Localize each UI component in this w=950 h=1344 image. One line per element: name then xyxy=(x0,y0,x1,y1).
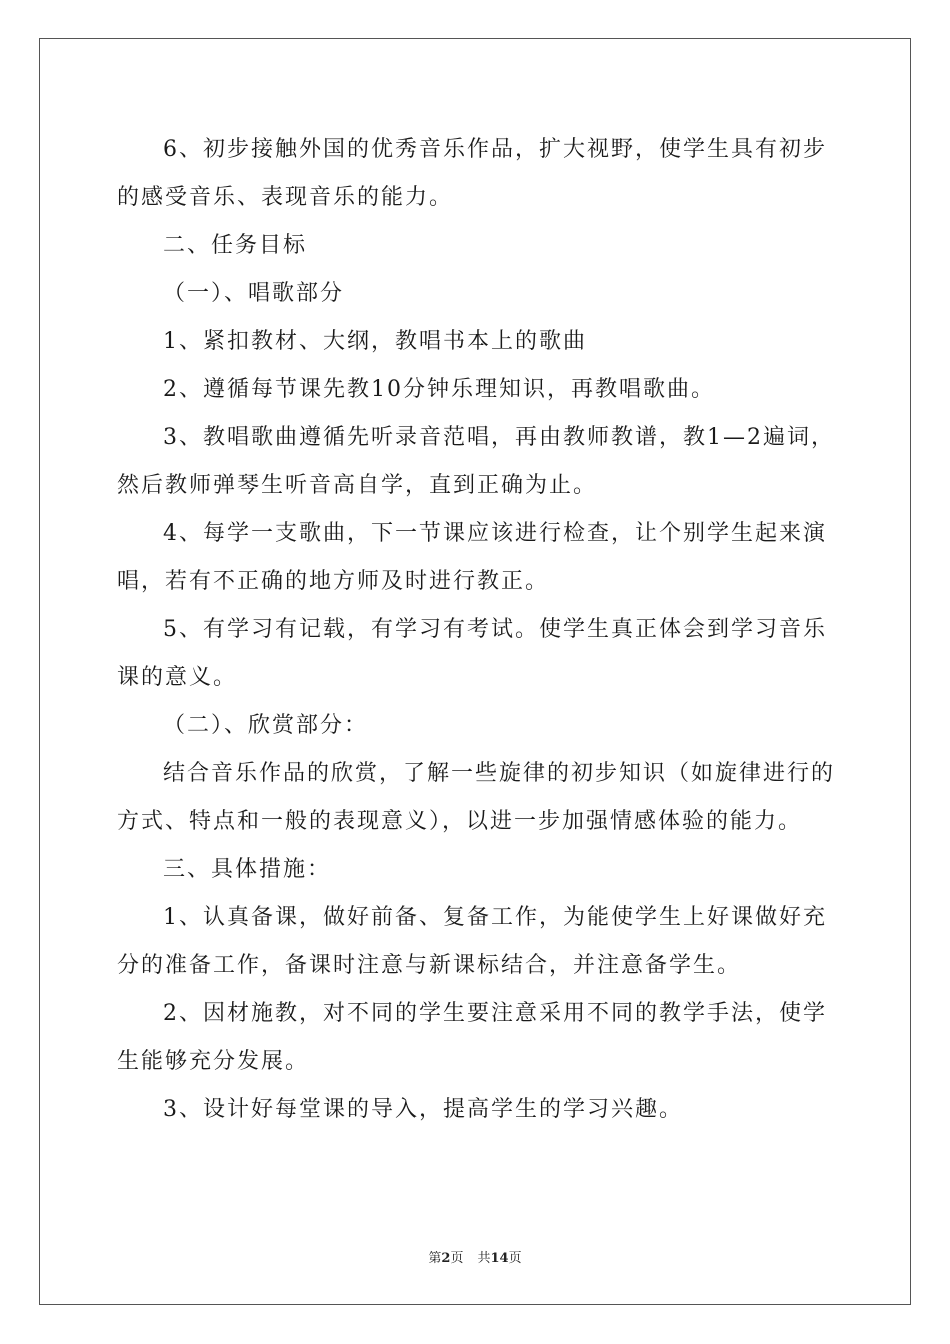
section-heading-measures: 三、具体措施： xyxy=(163,857,332,882)
paragraph-measures-3: 3、设计好每堂课的导入，提高学生的学习兴趣。 xyxy=(163,1097,683,1122)
subsection-heading-appreciation: （二）、欣赏部分： xyxy=(163,713,369,738)
paragraph-singing-4: 4、每学一支歌曲，下一节课应该进行检查，让个别学生起来演唱，若有不正确的地方师及时进行教正。 xyxy=(117,521,827,594)
page-number: 2 xyxy=(441,1251,451,1266)
paragraph-singing-2: 2、遵循每节课先教10分钟乐理知识，再教唱歌曲。 xyxy=(163,377,715,402)
paragraph-singing-3: 3、教唱歌曲遵循先听录音范唱，再由教师教谱，教1—2遍词，然后教师弹琴生听音高自学，直到正确为止。 xyxy=(117,425,835,498)
total-pages: 14 xyxy=(490,1251,509,1266)
paragraph-singing-5: 5、有学习有记载，有学习有考试。使学生真正体会到学习音乐课的意义。 xyxy=(117,617,827,690)
paragraph-measures-1: 1、认真备课，做好前备、复备工作，为能使学生上好课做好充分的准备工作，备课时注意与新课标结合，并注意备学生。 xyxy=(117,905,827,978)
subsection-heading-singing: （一）、唱歌部分 xyxy=(163,281,345,306)
total-prefix: 共 xyxy=(477,1251,491,1266)
paragraph-singing-1: 1、紧扣教材、大纲，教唱书本上的歌曲 xyxy=(163,329,587,354)
paragraph-appreciation: 结合音乐作品的欣赏，了解一些旋律的初步知识（如旋律进行的方式、特点和一般的表现意义），以进一步加强情感体验的能力。 xyxy=(117,761,836,834)
document-body xyxy=(117,126,841,1134)
page-suffix: 页 xyxy=(450,1251,464,1266)
section-heading-task-goals: 二、任务目标 xyxy=(163,233,308,258)
page-prefix: 第 xyxy=(428,1251,442,1266)
paragraph-1: 6、初步接触外国的优秀音乐作品，扩大视野，使学生具有初步的感受音乐、表现音乐的能力。 xyxy=(117,137,827,210)
page-footer xyxy=(0,1247,950,1266)
total-suffix: 页 xyxy=(508,1251,522,1266)
paragraph-measures-2: 2、因材施教，对不同的学生要注意采用不同的教学手法，使学生能够充分发展。 xyxy=(117,1001,827,1074)
